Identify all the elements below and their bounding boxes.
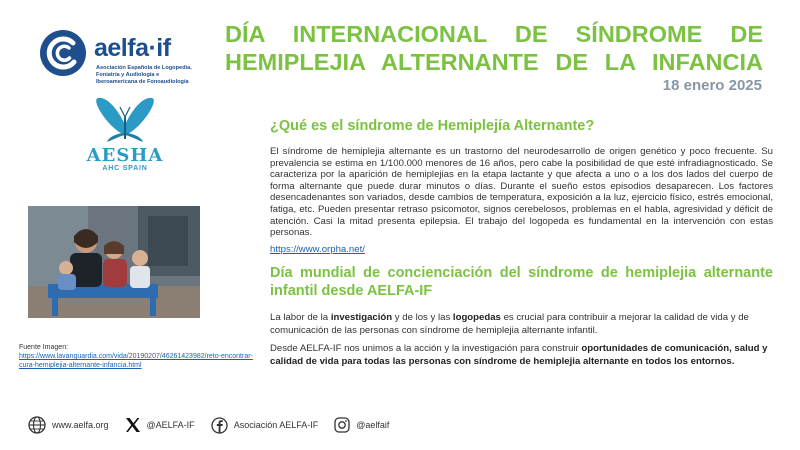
social-facebook[interactable] — [211, 417, 319, 434]
image-credit-label: Fuente Imagen: — [19, 344, 69, 351]
section-heading-what-is: ¿Qué es el síndrome de Hemiplejía Alternante? — [270, 118, 595, 134]
aesha-logo — [80, 95, 170, 175]
paragraph-research: La labor de la investigación y de los y las logopedas es crucial para contribuir a mejorar la calidad de vida y de comunicación de las personas con síndrome de hemiplejia alternante infantil. — [270, 312, 749, 336]
butterfly-icon — [80, 95, 170, 147]
social-instagram[interactable] — [334, 417, 389, 433]
family-photo-image — [28, 206, 200, 318]
event-date: 18 enero 2025 — [662, 77, 762, 94]
section-heading-awareness-day: Día mundial de concienciación del síndrome de hemiplejia alternante infantil desde AELFA-IF — [270, 265, 773, 299]
instagram-icon — [334, 417, 350, 433]
section-body-what-is: El síndrome de hemiplejia alternante es un trastorno del neurodesarrollo de origen genético y poco frecuente. Su prevalencia se estima en 1/100.000 menores de 16 años, pero cabe la posibilidad de que esté infradiagnosticado. Se caracteriza por la aparición de hemiplejias en la etapa lactante y que afecta a uno o a los dos lados del cuerpo de forma alternante que puede durar minutos o días. Durante el sueño estos episodios desaparecen. Los factores desencadenantes son variados, desde cambios de temperatura, exposición a la luz, ejercicio físico, estrés emocional, fatiga, etc. Pueden presentar retraso psicomotor, signos cerebelosos, problemas en el habla, agresividad y déficit de atención. Casi la mitad presenta epilepsia. El trabajo del logopeda es fundamental en la intervención con estas personas. — [270, 146, 773, 239]
page-title — [225, 20, 763, 76]
social-x[interactable] — [125, 417, 195, 433]
social-web[interactable] — [28, 416, 109, 434]
social-instagram-label: @aelfaif — [356, 420, 390, 430]
aesha-logo-subtitle: AHC SPAIN — [102, 165, 148, 172]
x-logo-icon — [125, 417, 141, 433]
aelfa-logo-subtitle: Asociación Española de Logopedia, Foniatría y Audiología e Iberoamericana de Fonoaudiología — [96, 65, 192, 85]
globe-icon — [28, 416, 46, 434]
aesha-logo-name: AESHA — [86, 145, 164, 166]
image-credit — [19, 343, 254, 370]
title-line-2: HEMIPLEJIA ALTERNANTE DE LA INFANCIA — [225, 49, 763, 75]
orphanet-link[interactable]: https://www.orpha.net/ — [270, 244, 365, 255]
social-facebook-label: Asociación AELFA-IF — [233, 420, 319, 430]
social-x-label: @AELFA-IF — [146, 420, 195, 430]
social-web-label: www.aelfa.org — [52, 420, 109, 430]
image-credit-link[interactable]: https://www.lavanguardia.com/vida/20190207/46261423982/reto-encontrar-cura-hemiplejia-alternante-infancia.html — [19, 353, 253, 369]
aelfa-logo-name: aelfa·if — [94, 34, 171, 62]
paragraph-aelfa-commitment: Desde AELFA-IF nos unimos a la acción y la investigación para construir oportunidades de comunicación, salud y calidad de vida para todas las personas con síndrome de hemiplejia alternante en todos los entornos. — [270, 343, 768, 367]
facebook-icon — [211, 417, 228, 434]
aelfa-logo — [38, 28, 228, 98]
aelfa-logo-icon — [38, 28, 88, 78]
social-footer — [28, 415, 405, 435]
title-line-1: DÍA INTERNACIONAL DE SÍNDROME DE — [225, 21, 763, 47]
family-photo — [28, 206, 200, 318]
